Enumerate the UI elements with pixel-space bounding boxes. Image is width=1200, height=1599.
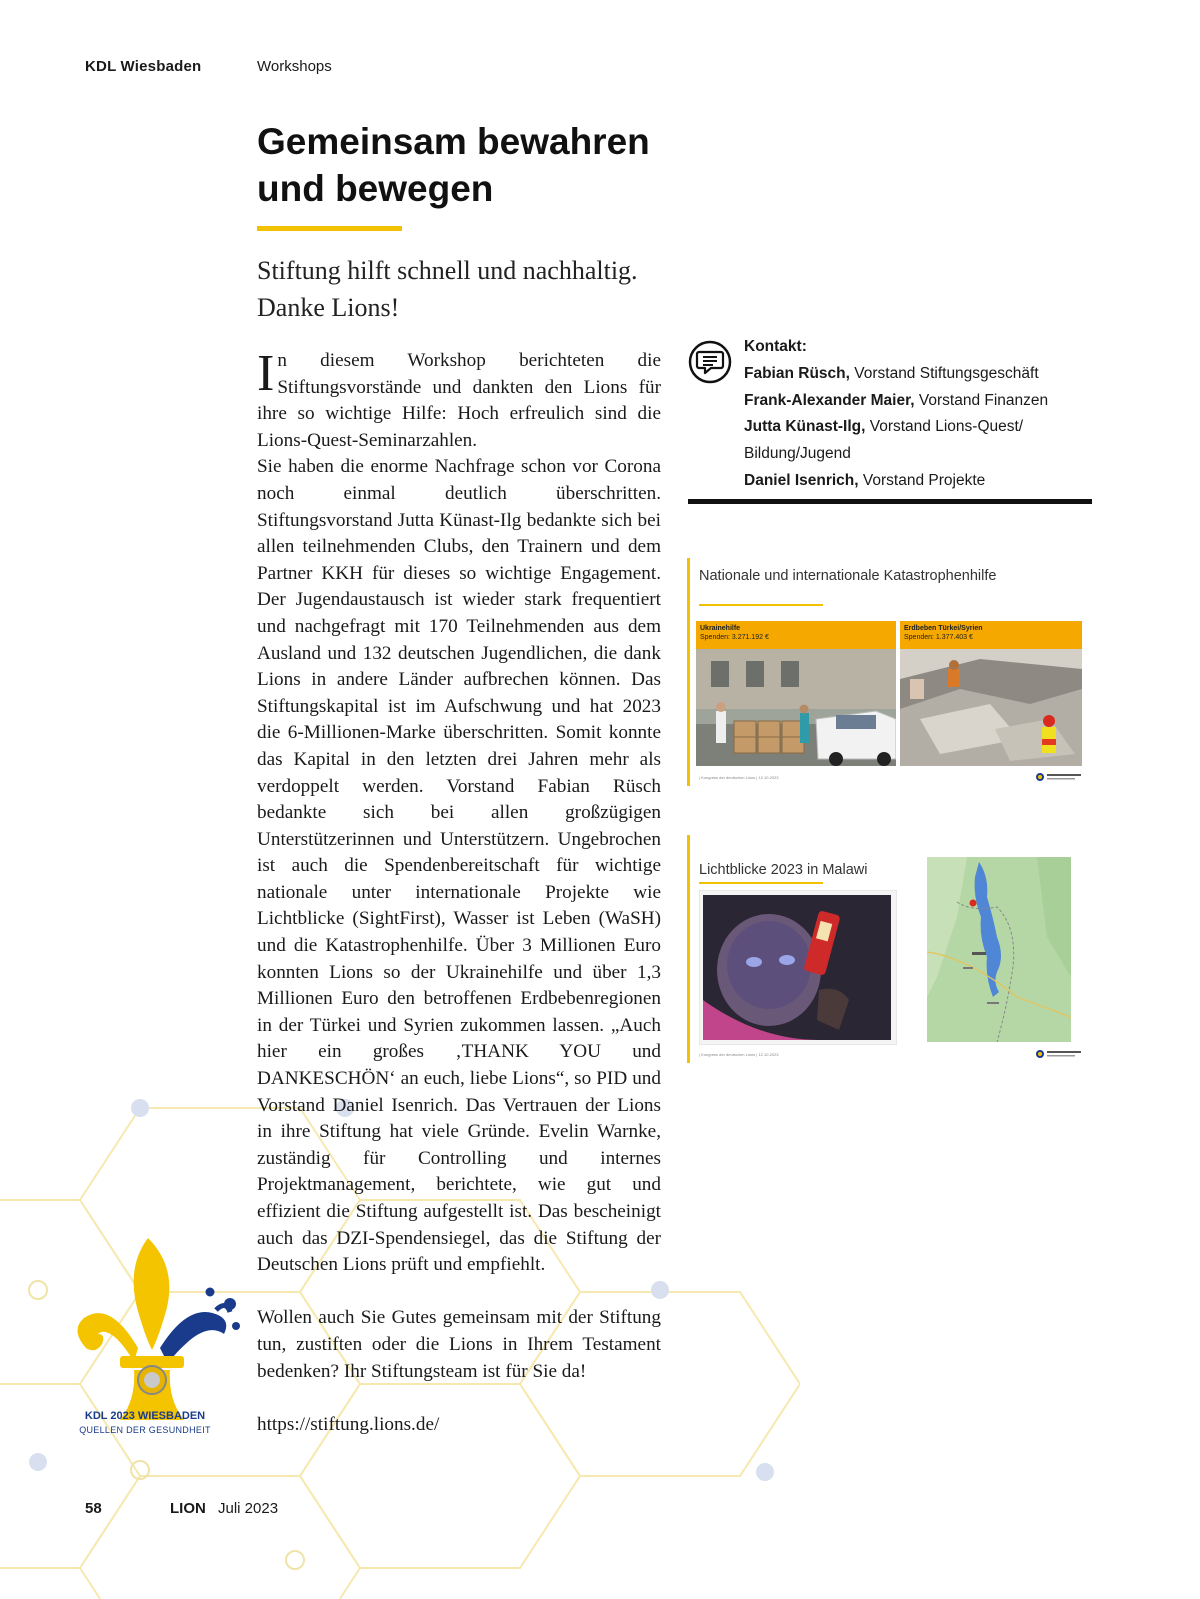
contact-person: Jutta Künast-Ilg, Vorstand Lions-Quest/ Bildung/Jugend	[744, 418, 1024, 463]
tile-header-ukraine: Ukrainehilfe Spenden: 3.271.192 €	[696, 621, 896, 649]
logo-caption-line2: QUELLEN DER GESUNDHEIT	[79, 1425, 211, 1435]
slide-title: Lichtblicke 2023 in Malawi	[699, 862, 868, 878]
slide-disaster-relief	[687, 558, 1087, 786]
speech-bubble-icon	[688, 340, 732, 384]
contact-box	[744, 334, 1104, 495]
contact-divider	[688, 499, 1092, 504]
rubric-label: Workshops	[257, 58, 332, 75]
logo-caption-line1: KDL 2023 WIESBADEN	[84, 1410, 206, 1422]
paragraph-1-text: n diesem Workshop berichteten die Stiftungsvorstände und dankten den Lions für ihre so wichtige Hilfe: Hoch erfreulich sind die Lions-Quest-Seminarzahlen.	[257, 350, 661, 451]
lions-emblem-icon	[1035, 1049, 1083, 1059]
contact-person: Fabian Rüsch, Vorstand Stiftungsgeschäft	[744, 364, 1039, 382]
slide-title-underline	[699, 882, 823, 884]
paragraph-2: Sie haben die enorme Nachfrage schon vor Corona noch einmal deutlich überschritten. Stiftungsvorstand Jutta Künast-Ilg bedankte sich bei allen teilnehmenden Clubs, den Trainern und dem Partner KKH für dieses so wichtige Engagement. Der Jugendaustausch ist wieder stark frequentiert und nachgefragt mit 170 Teilnehmenden aus dem Ausland und 132 deutschen Jugendlichen, die dank Lions in andere Länder aufbrechen können. Das Stiftungskapital ist im Aufschwung und hat 2023 die 6-Millionen-Marke überschritten. Somit konnte das Kapital in den letzten drei Jahren mehr als verdoppelt werden. Vorstand Fabian Rüsch bedankte sich bei allen großzügigen Unterstützerinnen und Unterstützern. Ungebrochen ist auch die Spendenbereitschaft für wichtige nationale unter internationale Projekte wie Lichtblicke (SightFirst), Wasser ist Leben (WaSH) und die Katastrophenhilfe. Über 3 Millionen Euro konnten Lions so der Ukrainehilfe und über 1,3 Millionen Euro den betroffenen Erdbebenregionen in der Türkei und Syrien zukommen lassen. „Auch hier ein großes ‚THANK YOU und DANKESCHÖN‘ an euch, liebe Lions“, so PID und Vorstand Daniel Isenrich. Das Vertrauen der Lions in ihre Stiftung hat viele Gründe. Evelin Warnke, zuständig für Controlling und internes Projektmanagement, berichtete, wie gut und effizient die Stiftung aufgestellt ist. Das bescheinigt auch das DZI-Spendensiegel, das die Stiftung der Deutschen Lions prüft und empfiehlt.	[257, 456, 661, 1276]
title-accent-bar	[257, 226, 402, 231]
contact-label: Kontakt:	[744, 338, 807, 355]
call-to-action: Wollen auch Sie Gutes gemeinsam mit der Stiftung tun, zustiften oder die Lions in Ihrem Testament bedenken? Ihr Stiftungsteam ist für Sie da!	[257, 1307, 661, 1382]
earthquake-rescue-photo	[900, 649, 1082, 766]
issue-date: Juli 2023	[218, 1500, 279, 1517]
section-label: KDL Wiesbaden	[85, 58, 202, 75]
article-title: Gemeinsam bewahren und bewegen	[257, 121, 650, 209]
page-number: 58	[85, 1500, 102, 1517]
paragraph-1	[257, 345, 661, 454]
slide-lichtblicke-malawi	[687, 835, 1087, 1063]
contact-person: Frank-Alexander Maier, Vorstand Finanzen	[744, 391, 1049, 409]
slide-title-underline	[699, 604, 823, 606]
slide-footer-note: | Kongress der deutschen Lions | 12.10.2023	[699, 1052, 779, 1057]
ukraine-aid-photo	[696, 649, 896, 766]
malawi-map	[927, 857, 1071, 1042]
article-body	[257, 345, 661, 1438]
tile-header-earthquake: Erdbeben Türkei/Syrien Spenden: 1.377.403 €	[900, 621, 1082, 649]
website-link[interactable]: https://stiftung.lions.de/	[257, 1413, 440, 1435]
contact-person: Daniel Isenrich, Vorstand Projekte	[744, 471, 986, 489]
slide-accent-bar	[687, 835, 690, 1063]
slide-title: Nationale und internationale Katastrophenhilfe	[699, 568, 997, 584]
article-subtitle: Stiftung hilft schnell und nachhaltig. Danke Lions!	[257, 256, 638, 322]
lions-emblem-icon	[1035, 772, 1083, 782]
magazine-name: LION	[170, 1500, 206, 1517]
slide-footer-note: | Kongress der deutschen Lions | 12.10.2023	[699, 775, 779, 780]
drop-cap: I	[257, 345, 275, 402]
slide-accent-bar	[687, 558, 690, 786]
eye-exam-photo	[699, 890, 897, 1045]
